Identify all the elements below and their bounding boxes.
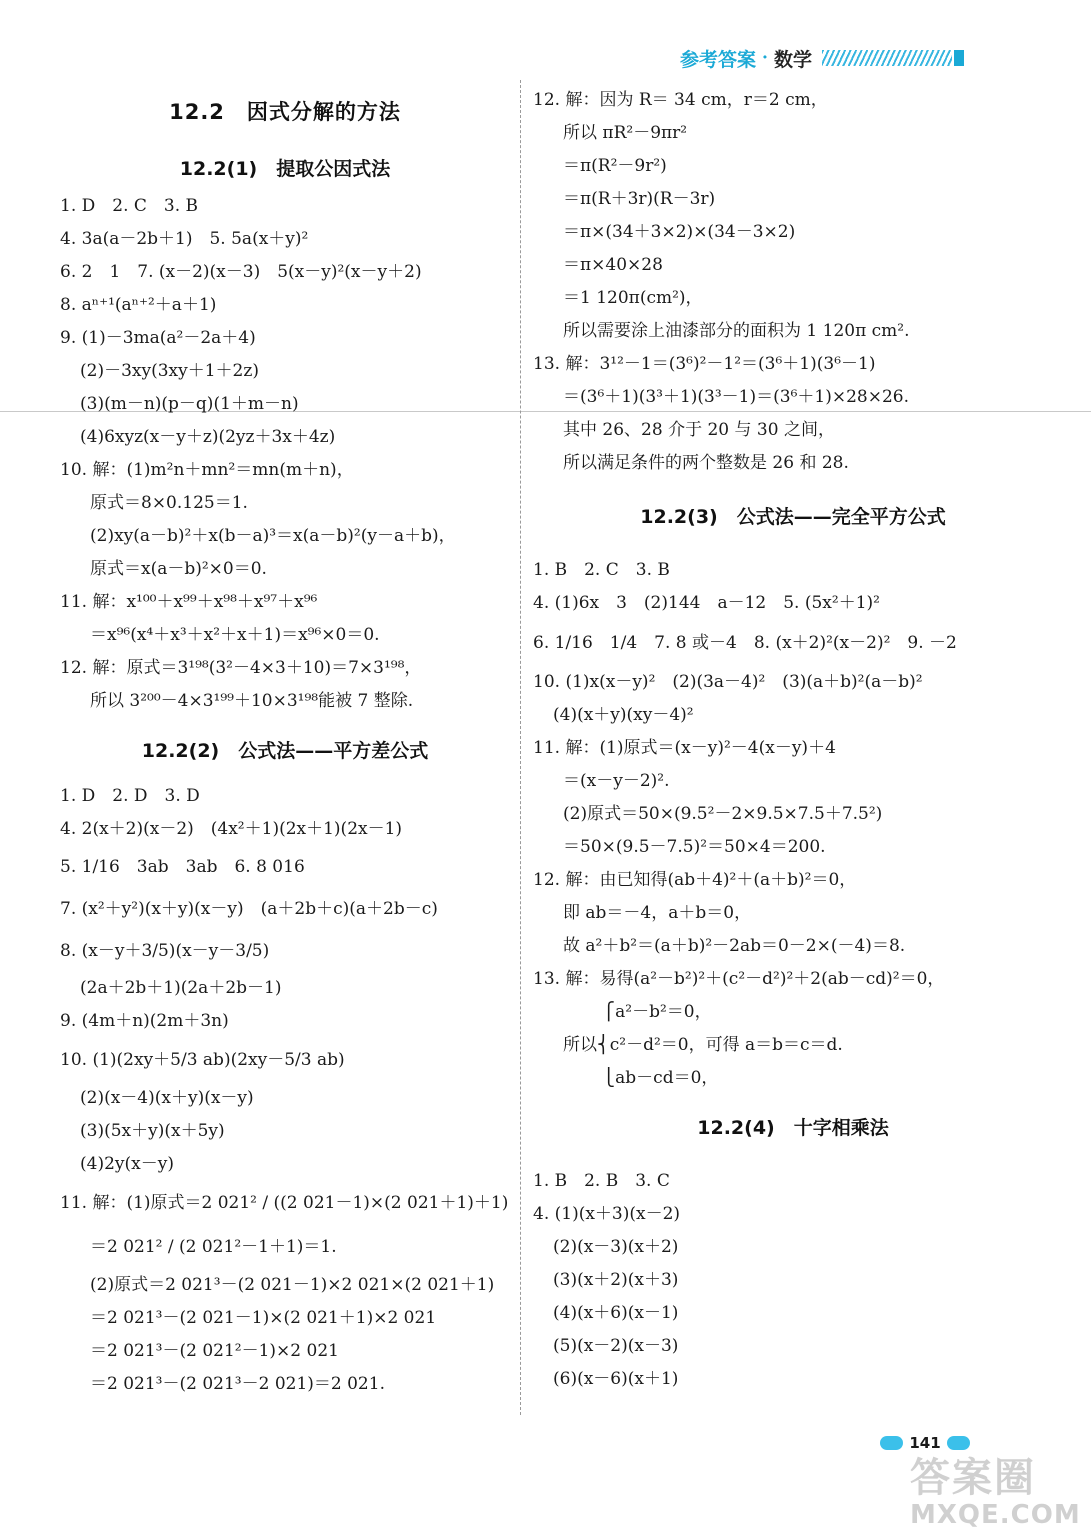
subsection-title-1: 12.2(1) 提取公因式法 [179, 158, 391, 180]
answer-line: 10. (1)(2xy＋5/3 ab)(2xy－5/3 ab) [60, 1050, 345, 1070]
header-ref-label: 参考答案 [680, 48, 757, 71]
answer-line: ＝π(R²－9r²) [563, 156, 667, 176]
answer-line: 1. D 2. C 3. B [60, 196, 199, 216]
answer-line: 即 ab＝－4，a＋b＝0， [563, 903, 752, 923]
page-header [680, 44, 1010, 72]
answer-line: 13. 解：易得(a²－b²)²＋(c²－d²)²＋2(ab－cd)²＝0， [533, 969, 945, 989]
watermark-text: 答案圈 [910, 1455, 1036, 1501]
subsection-title-2: 12.2(2) 公式法——平方差公式 [141, 740, 429, 762]
answer-line: 所以 πR²－9πr² [563, 123, 688, 143]
answer-line: 6. 2 1 7. (x－2)(x－3) 5(x－y)²(x－y＋2) [60, 262, 422, 282]
answer-line: (4)6xyz(x－y＋z)(2yz＋3x＋4z) [80, 427, 336, 447]
section-title: 12.2 因式分解的方法 [169, 100, 401, 124]
answer-line: (4)(x＋y)(xy－4)² [553, 705, 694, 725]
answer-line: 所以满足条件的两个整数是 26 和 28. [563, 453, 849, 473]
answer-line: 11. 解：(1)原式＝(x－y)²－4(x－y)＋4 [533, 738, 836, 758]
pill-right-decoration [947, 1436, 970, 1450]
answer-line: 4. 3a(a－2b＋1) 5. 5a(x＋y)² [60, 229, 309, 249]
answer-line: 13. 解：3¹²－1＝(3⁶)²－1²＝(3⁶＋1)(3⁶－1) [533, 354, 876, 374]
answer-line: ＝(x－y－2)². [563, 771, 670, 791]
right-column [533, 84, 1053, 1396]
answer-line: ＝π(R＋3r)(R－3r) [563, 189, 716, 209]
answer-line: 10. 解：(1)m²n＋mn²＝mn(m＋n)， [60, 460, 354, 480]
answer-line: 7. (x²＋y²)(x＋y)(x－y) (a＋2b＋c)(a＋2b－c) [60, 899, 438, 919]
answer-line: (2)原式＝2 021³－(2 021－1)×2 021×(2 021＋1) [90, 1275, 495, 1295]
answer-line: (5)(x－2)(x－3) [553, 1336, 679, 1356]
answer-line: ＝π×40×28 [563, 255, 663, 275]
left-column [60, 96, 510, 1401]
answer-line: (6)(x－6)(x＋1) [553, 1369, 679, 1389]
answer-line: 1. B 2. C 3. B [533, 560, 670, 580]
answer-line: 8. (x－y＋3/5)(x－y－3/5) [60, 941, 270, 961]
answer-line: (2a＋2b＋1)(2a＋2b－1) [80, 978, 282, 998]
answer-line: 11. 解：x¹⁰⁰＋x⁹⁹＋x⁹⁸＋x⁹⁷＋x⁹⁶ [60, 592, 318, 612]
answer-line: 所以 3²⁰⁰－4×3¹⁹⁹＋10×3¹⁹⁸能被 7 整除. [90, 691, 414, 711]
answer-line: 原式＝x(a－b)²×0＝0. [90, 559, 267, 579]
answer-line: (3)(5x＋y)(x＋5y) [80, 1121, 225, 1141]
answer-line: ＝1 120π(cm²)， [563, 288, 703, 308]
answer-line: ＝2 021³－(2 021³－2 021)＝2 021. [90, 1374, 385, 1394]
answer-line: 其中 26、28 介于 20 与 30 之间， [563, 420, 835, 440]
answer-line: (4)(x＋6)(x－1) [553, 1303, 679, 1323]
answer-line: (2)xy(a－b)²＋x(b－a)³＝x(a－b)²(y－a＋b)， [90, 526, 456, 546]
answer-line: 10. (1)x(x－y)² (2)(3a－4)² (3)(a＋b)²(a－b)² [533, 672, 923, 692]
answer-line: 12. 解：因为 R＝ 34 cm，r＝2 cm， [533, 90, 828, 110]
subsection-title-4: 12.2(4) 十字相乘法 [697, 1117, 889, 1139]
watermark-logo [910, 1456, 1080, 1532]
pill-left-decoration [880, 1436, 903, 1450]
subsection-title-3: 12.2(3) 公式法——完全平方公式 [640, 506, 946, 528]
answer-line: ⎧a²－b²＝0， [563, 1002, 712, 1022]
answer-line: (3)(x＋2)(x＋3) [553, 1270, 679, 1290]
answer-line: 所以⎨c²－d²＝0，可得 a＝b＝c＝d. [563, 1035, 843, 1055]
answer-line: 5. 1/16 3ab 3ab 6. 8 016 [60, 857, 305, 877]
answer-line: ＝π×(34＋3×2)×(34－3×2) [563, 222, 796, 242]
column-divider [520, 80, 521, 1415]
answer-line: 1. D 2. D 3. D [60, 786, 200, 806]
answer-line: 11. 解：(1)原式＝2 021² / ((2 021－1)×(2 021＋1)＋1) [60, 1193, 509, 1213]
answer-line: ＝2 021² / (2 021²－1＋1)＝1. [90, 1237, 337, 1257]
answer-line: (2)(x－4)(x＋y)(x－y) [80, 1088, 254, 1108]
answer-line: (3)(m－n)(p－q)(1＋m－n) [80, 394, 299, 414]
page-number-footer [880, 1432, 970, 1454]
answer-line: ＝2 021³－(2 021²－1)×2 021 [90, 1341, 339, 1361]
page-number: 141 [909, 1434, 941, 1452]
answer-line: 1. B 2. B 3. C [533, 1171, 670, 1191]
answer-line: 9. (4m＋n)(2m＋3n) [60, 1011, 229, 1031]
answer-line: ＝x⁹⁶(x⁴＋x³＋x²＋x＋1)＝x⁹⁶×0＝0. [90, 625, 380, 645]
watermark-url: MXQE.COM [910, 1500, 1081, 1530]
answer-line: (4)2y(x－y) [80, 1154, 174, 1174]
answer-line: 8. aⁿ⁺¹(aⁿ⁺²＋a＋1) [60, 295, 217, 315]
answer-line: ＝2 021³－(2 021－1)×(2 021＋1)×2 021 [90, 1308, 437, 1328]
answer-line: 故 a²＋b²＝(a＋b)²－2ab＝0－2×(－4)＝8. [563, 936, 906, 956]
answer-line: (2)原式＝50×(9.5²－2×9.5×7.5＋7.5²) [563, 804, 883, 824]
answer-line: 所以需要涂上油漆部分的面积为 1 120π cm². [563, 321, 910, 341]
header-block-decoration [954, 50, 964, 66]
answer-line: (2)－3xy(3xy＋1＋2z) [80, 361, 259, 381]
answer-line: ＝(3⁶＋1)(3³＋1)(3³－1)＝(3⁶＋1)×28×26. [563, 387, 910, 407]
answer-line: 9. (1)－3ma(a²－2a＋4) [60, 328, 256, 348]
answer-line: 12. 解：由已知得(ab＋4)²＋(a＋b)²＝0， [533, 870, 857, 890]
answer-line: ⎩ab－cd＝0， [563, 1068, 719, 1088]
answer-line: ＝50×(9.5－7.5)²＝50×4＝200. [563, 837, 826, 857]
answer-line: 6. 1/16 1/4 7. 8 或－4 8. (x＋2)²(x－2)² 9. －2 [533, 633, 957, 653]
answer-line: 4. (1)(x＋3)(x－2) [533, 1204, 681, 1224]
header-subject: 数学 [773, 48, 812, 71]
answer-line: 4. (1)6x 3 (2)144 a－12 5. (5x²＋1)² [533, 593, 880, 613]
answer-line: (2)(x－3)(x＋2) [553, 1237, 679, 1257]
header-stripe-decoration [822, 50, 952, 66]
answer-line: 4. 2(x＋2)(x－2) (4x²＋1)(2x＋1)(2x－1) [60, 819, 403, 839]
answer-line: 原式＝8×0.125＝1. [90, 493, 248, 513]
answer-line: 12. 解：原式＝3¹⁹⁸(3²－4×3＋10)＝7×3¹⁹⁸， [60, 658, 422, 678]
header-dot: · [762, 48, 768, 68]
